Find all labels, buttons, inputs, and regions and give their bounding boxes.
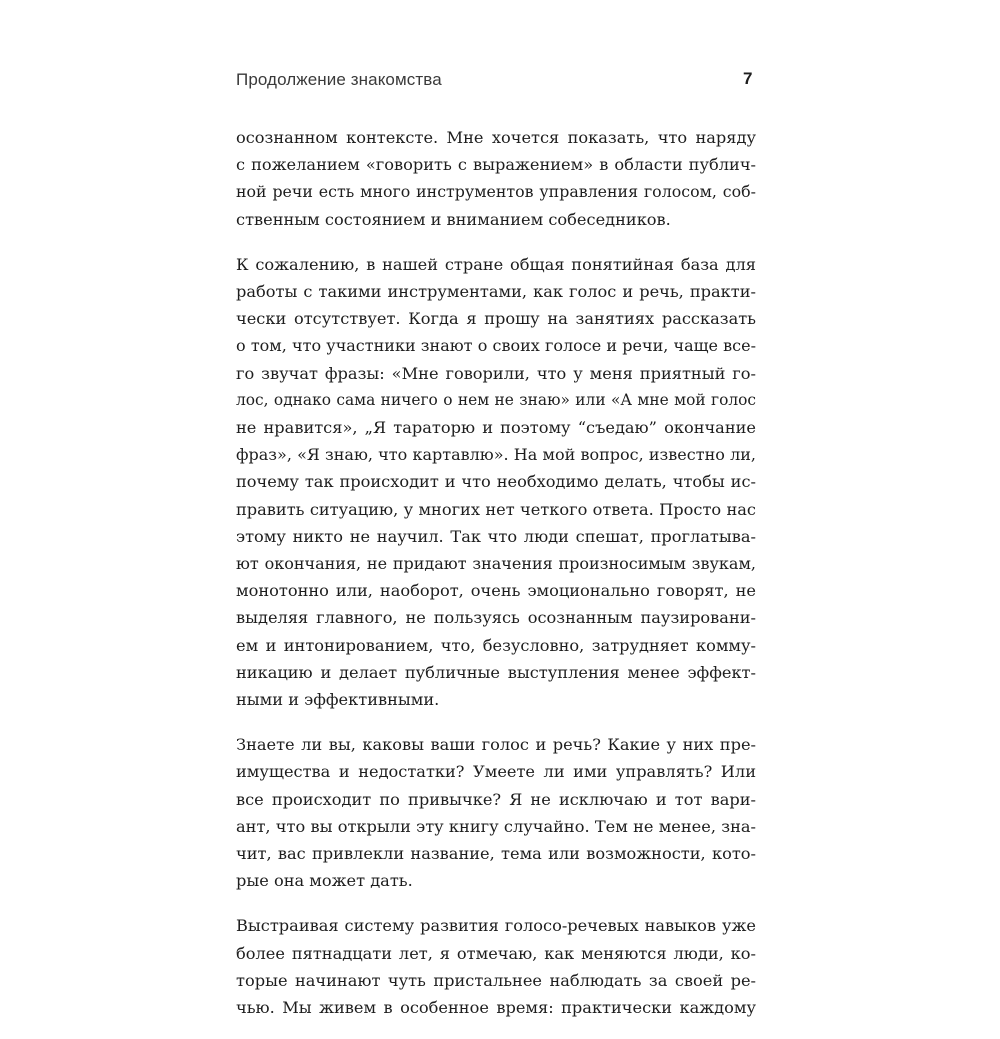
text-line: работы с такими инструментами, как голос и речь, практи-	[236, 282, 756, 302]
text-line: чью. Мы живем в особенное время: практически каждому	[236, 998, 756, 1018]
text-line: все происходит по привычке? Я не исключаю и тот вари-	[236, 789, 756, 809]
text-line: более пятнадцати лет, я отмечаю, как меняются люди, ко-	[236, 943, 756, 963]
text-line: Знаете ли вы, каковы ваши голос и речь? Какие у них пре-	[236, 735, 756, 755]
text-line: лос, однако сама ничего о нем не знаю» или «А мне мой голос	[236, 390, 756, 409]
text-line: этому никто не научил. Так что люди спешат, проглатыва-	[236, 526, 756, 546]
paragraph-3	[236, 731, 756, 894]
text-line: чит, вас привлекли название, тема или возможности, кото-	[236, 844, 756, 864]
page-number: 7	[743, 69, 753, 88]
text-line: рые она может дать.	[236, 871, 413, 891]
body-text	[236, 124, 756, 1039]
text-line: го звучат фразы: «Мне говорили, что у меня приятный го-	[236, 363, 756, 383]
text-line: о том, что участники знают о своих голосе и речи, чаще все-	[236, 336, 756, 356]
text-line: К сожалению, в нашей стране общая понятийная база для	[236, 254, 756, 274]
text-line: ем и интонированием, что, безусловно, затрудняет комму-	[236, 635, 756, 655]
text-line: монотонно или, наоборот, очень эмоционально говорят, не	[236, 581, 756, 601]
text-line: фраз», «Я знаю, что картавлю». На мой вопрос, известно ли,	[236, 445, 756, 465]
text-line: ственным состоянием и вниманием собеседников.	[236, 209, 671, 229]
text-line: не нравится», „Я тараторю и поэтому “съедаю” окончание	[236, 418, 756, 438]
text-line: почему так происходит и что необходимо делать, чтобы ис-	[236, 472, 756, 492]
text-line: чески отсутствует. Когда я прошу на занятиях рассказать	[236, 309, 756, 329]
text-line: выделяя главного, не пользуясь осознанным паузировани-	[236, 608, 756, 628]
text-line: править ситуацию, у многих нет четкого ответа. Просто нас	[236, 499, 756, 519]
text-line: торые начинают чуть пристальнее наблюдать за своей ре-	[236, 970, 756, 990]
text-line: никацию и делает публичные выступления менее эффект-	[236, 662, 756, 682]
paragraph-2	[236, 251, 756, 713]
text-line: осознанном контексте. Мне хочется показать, что наряду	[236, 128, 756, 147]
paragraph-4	[236, 912, 756, 1021]
text-line: с пожеланием «говорить с выражением» в области публич-	[236, 155, 756, 175]
text-line: ант, что вы открыли эту книгу случайно. Тем не менее, зна-	[236, 816, 756, 836]
text-line: Выстраивая систему развития голосо-речевых навыков уже	[236, 916, 756, 936]
text-line: ными и эффективными.	[236, 690, 440, 710]
running-title: Продолжение знакомства	[236, 70, 442, 89]
text-line: имущества и недостатки? Умеете ли ими управлять? Или	[236, 762, 756, 782]
text-line: ют окончания, не придают значения произносимым звукам,	[236, 554, 756, 574]
paragraph-1	[236, 124, 756, 233]
text-line: ной речи есть много инструментов управления голосом, соб-	[236, 182, 756, 202]
